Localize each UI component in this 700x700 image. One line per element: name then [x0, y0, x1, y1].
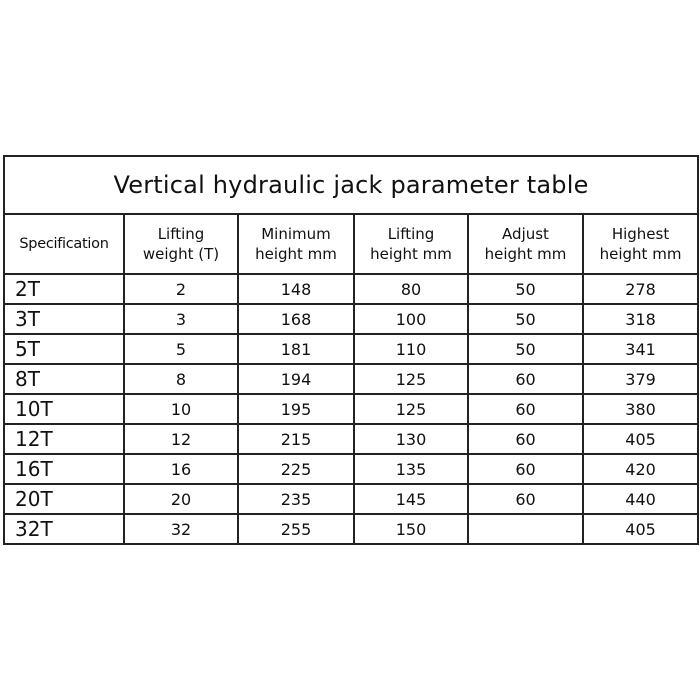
value-cell: 20 [124, 484, 238, 514]
value-cell: 181 [238, 334, 354, 364]
column-header-text: height mm [370, 245, 452, 263]
value-cell: 125 [354, 364, 468, 394]
value-cell [468, 514, 583, 544]
value-cell: 16 [124, 454, 238, 484]
value-cell: 80 [354, 274, 468, 304]
value-cell: 110 [354, 334, 468, 364]
table-row [4, 514, 698, 544]
value-cell: 50 [468, 274, 583, 304]
column-header-text: Lifting [157, 225, 205, 243]
column-header [583, 214, 698, 274]
value-cell: 12 [124, 424, 238, 454]
value-cell: 60 [468, 454, 583, 484]
header-row [4, 214, 698, 274]
column-header-text: Specification [19, 236, 109, 252]
table-row [4, 394, 698, 424]
value-cell: 125 [354, 394, 468, 424]
table-row [4, 274, 698, 304]
table-row [4, 424, 698, 454]
column-header [468, 214, 583, 274]
spec-cell: 10T [4, 394, 124, 424]
value-cell: 60 [468, 394, 583, 424]
table-row [4, 484, 698, 514]
column-header-text: Lifting [387, 225, 435, 243]
column-header [4, 214, 124, 274]
spec-cell: 16T [4, 454, 124, 484]
value-cell: 380 [583, 394, 698, 424]
column-header-text: Minimum [261, 225, 331, 243]
spec-cell: 5T [4, 334, 124, 364]
jack-parameter-table [3, 155, 699, 545]
table-row [4, 364, 698, 394]
column-header-text: weight (T) [142, 245, 220, 263]
value-cell: 341 [583, 334, 698, 364]
column-header [238, 214, 354, 274]
value-cell: 405 [583, 514, 698, 544]
value-cell: 420 [583, 454, 698, 484]
value-cell: 100 [354, 304, 468, 334]
value-cell: 60 [468, 364, 583, 394]
spec-cell: 12T [4, 424, 124, 454]
value-cell: 379 [583, 364, 698, 394]
value-cell: 278 [583, 274, 698, 304]
column-header-text: Highest [611, 225, 670, 243]
table-title: Vertical hydraulic jack parameter table [4, 156, 698, 214]
value-cell: 318 [583, 304, 698, 334]
value-cell: 405 [583, 424, 698, 454]
value-cell: 440 [583, 484, 698, 514]
value-cell: 215 [238, 424, 354, 454]
value-cell: 168 [238, 304, 354, 334]
value-cell: 235 [238, 484, 354, 514]
spec-cell: 20T [4, 484, 124, 514]
table-row [4, 454, 698, 484]
value-cell: 135 [354, 454, 468, 484]
value-cell: 50 [468, 304, 583, 334]
value-cell: 2 [124, 274, 238, 304]
value-cell: 60 [468, 484, 583, 514]
value-cell: 195 [238, 394, 354, 424]
value-cell: 145 [354, 484, 468, 514]
value-cell: 5 [124, 334, 238, 364]
column-header-text: height mm [255, 245, 337, 263]
value-cell: 130 [354, 424, 468, 454]
column-header-text: Adjust [502, 225, 549, 243]
spec-cell: 8T [4, 364, 124, 394]
value-cell: 60 [468, 424, 583, 454]
value-cell: 150 [354, 514, 468, 544]
value-cell: 194 [238, 364, 354, 394]
value-cell: 50 [468, 334, 583, 364]
column-header-text: height mm [484, 245, 567, 263]
column-header-text: height mm [599, 245, 682, 263]
value-cell: 255 [238, 514, 354, 544]
column-header [354, 214, 468, 274]
column-header [124, 214, 238, 274]
spec-cell: 2T [4, 274, 124, 304]
value-cell: 32 [124, 514, 238, 544]
table-row [4, 334, 698, 364]
value-cell: 148 [238, 274, 354, 304]
table-row [4, 304, 698, 334]
spec-cell: 3T [4, 304, 124, 334]
value-cell: 10 [124, 394, 238, 424]
value-cell: 3 [124, 304, 238, 334]
value-cell: 8 [124, 364, 238, 394]
value-cell: 225 [238, 454, 354, 484]
spec-cell: 32T [4, 514, 124, 544]
